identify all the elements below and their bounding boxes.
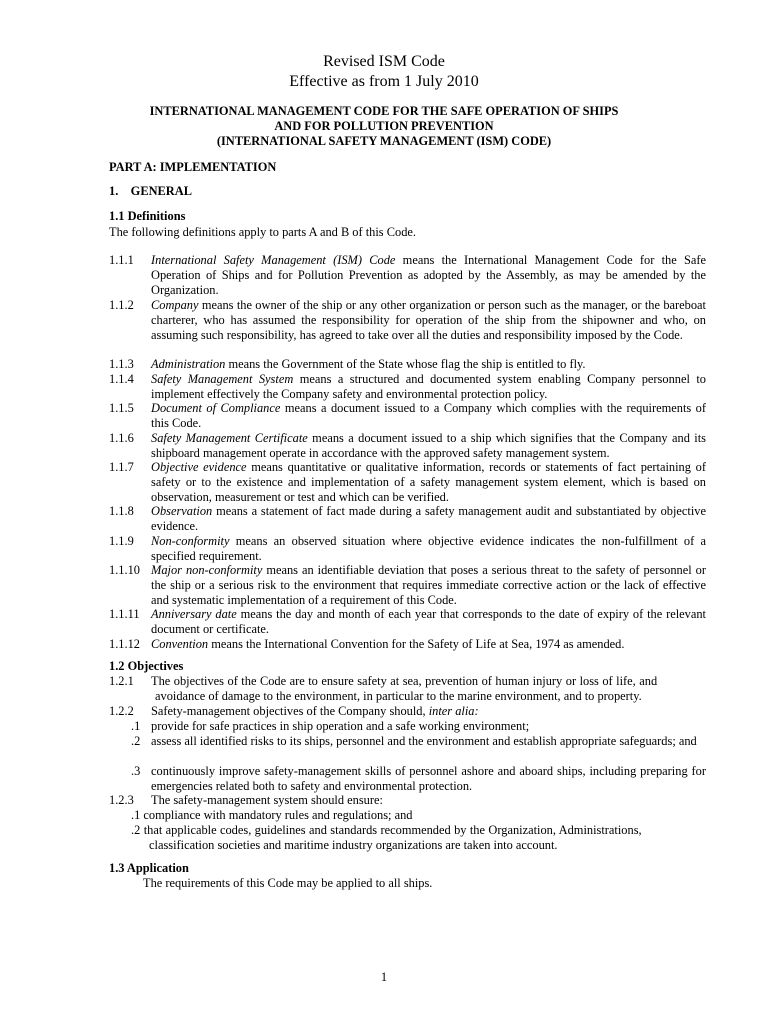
definition-number: 1.1.12: [109, 637, 140, 651]
definition-term: Anniversary date: [151, 607, 237, 621]
paragraph-number: 1.2.3: [109, 793, 134, 807]
definition-text: means a document issued to a ship which signifies that the Company and its shipboard management operate in accordance with the approved safety management system.: [151, 431, 707, 460]
definition-item: [109, 298, 706, 342]
definition-term: Major non-conformity: [151, 563, 263, 577]
effective-date: Effective as from 1 July 2010: [289, 73, 479, 90]
sub-item-text: provide for safe practices in ship operation and a safe working environment;: [151, 719, 530, 733]
definition-text: means a statement of fact made during a safety management audit and substantiated by objective evidence.: [151, 504, 706, 533]
definition-text: means the International Convention for the Safety of Life at Sea, 1974 as amended.: [208, 637, 625, 651]
document-title: Revised ISM Code: [323, 53, 445, 70]
code-heading-line-3: (INTERNATIONAL SAFETY MANAGEMENT (ISM) CODE): [216, 134, 552, 148]
definition-text: means the Government of the State whose flag the ship is entitled to fly.: [225, 357, 586, 371]
general-heading: 1. GENERAL: [109, 184, 192, 198]
objectives-paragraph-line: avoidance of damage to the environment, in particular to the marine environment, and to property.: [155, 689, 642, 703]
definition-number: 1.1.1: [109, 253, 134, 267]
definition-number: 1.1.8: [109, 504, 134, 518]
sub-item-number: .3: [131, 764, 141, 778]
definition-text: means the International Management Code for the Safe Operation of Ships and for Pollution Prevention as adopted by the Assembly, as may be amended by the Organization.: [151, 253, 706, 297]
definition-text: means the day and month of each year that corresponds to the date of expiry of the relevant document or certificate.: [151, 607, 707, 636]
definition-term: Document of Compliance: [151, 401, 281, 415]
definition-item: [109, 607, 706, 637]
inter-alia: inter alia:: [428, 704, 479, 718]
definition-number: 1.1.3: [109, 357, 134, 371]
definition-number: 1.1.5: [109, 401, 134, 415]
definition-item: [109, 534, 706, 564]
code-heading-line-2: AND FOR POLLUTION PREVENTION: [274, 119, 494, 133]
sms-ensure-intro: The safety-management system should ensure:: [151, 793, 383, 807]
objectives-paragraph-line: The objectives of the Code are to ensure safety at sea, prevention of human injury or loss of life, and: [151, 674, 658, 688]
application-text: The requirements of this Code may be applied to all ships.: [143, 876, 433, 890]
definition-item: [109, 460, 706, 504]
sub-item-text: assess all identified risks to its ships, personnel and the environment and establish appropriate safeguards; and: [151, 734, 697, 748]
definition-item: [109, 401, 706, 431]
definition-term: International Safety Management (ISM) Code: [151, 253, 396, 267]
definition-number: 1.1.10: [109, 563, 140, 577]
definition-term: Safety Management System: [151, 372, 294, 386]
sub-item-number: .1: [131, 719, 141, 733]
sub-item-text: continuously improve safety-management skills of personnel ashore and aboard ships, including preparing for emergencies related both to safety and environmental protection.: [151, 764, 706, 793]
definition-text: means an observed situation where objective evidence indicates the non-fulfillment of a specified requirement.: [151, 534, 706, 563]
definition-term: Company: [151, 298, 199, 312]
paragraph-number: 1.2.2: [109, 704, 134, 718]
definition-text: means the owner of the ship or any other organization or person such as the manager, or the bareboat charterer, who has assumed the responsibility for operation of the ship from the shipowner and who, on assuming such responsibility, has agreed to take over all the duties and responsibility imposed by the Code.: [151, 298, 706, 342]
definition-number: 1.1.6: [109, 431, 134, 445]
definition-term: Objective evidence: [151, 460, 247, 474]
definitions-intro: The following definitions apply to parts A and B of this Code.: [109, 225, 416, 239]
definition-text: means quantitative or qualitative information, records or statements of fact pertaining of safety or to the existence and implementation of a safety management system element, which is based on observation, measurement or test and which can be verified.: [151, 460, 706, 504]
page-number: 1: [380, 970, 388, 984]
definition-text: means an identifiable deviation that poses a serious threat to the safety of personnel or the ship or a serious risk to the environment that requires immediate corrective action or the lack of effective and systematic implementation of a requirement of this Code.: [151, 563, 706, 607]
definition-term: Observation: [151, 504, 213, 518]
objectives-heading: 1.2 Objectives: [109, 659, 184, 673]
definition-item: [109, 504, 706, 534]
definition-item: [109, 357, 706, 372]
definition-number: 1.1.7: [109, 460, 134, 474]
definition-term: Safety Management Certificate: [151, 431, 308, 445]
definition-text: means a document issued to a Company which complies with the requirements of this Code.: [151, 401, 707, 430]
definition-number: 1.1.9: [109, 534, 134, 548]
sms-ensure-item: .2 that applicable codes, guidelines and standards recommended by the Organization, Administrations,: [131, 823, 642, 837]
sub-item-number: .2: [131, 734, 141, 748]
code-heading-line-1: INTERNATIONAL MANAGEMENT CODE FOR THE SAFE OPERATION OF SHIPS: [149, 104, 619, 118]
definition-item: [109, 253, 706, 297]
definition-text: means a structured and documented system enabling Company personnel to implement effectively the Company safety and environmental protection policy.: [151, 372, 706, 401]
definition-item: [109, 563, 706, 607]
definition-number: 1.1.2: [109, 298, 134, 312]
definition-number: 1.1.11: [109, 607, 140, 621]
definition-number: 1.1.4: [109, 372, 134, 386]
paragraph-number: 1.2.1: [109, 674, 134, 688]
definitions-heading: 1.1 Definitions: [109, 209, 186, 223]
safety-objectives-text: Safety-management objectives of the Company should,: [151, 704, 429, 718]
definition-item: [109, 372, 706, 402]
definition-term: Non-conformity: [151, 534, 230, 548]
sms-ensure-item: .1 compliance with mandatory rules and regulations; and: [131, 808, 413, 822]
part-a-heading: PART A: IMPLEMENTATION: [109, 160, 277, 174]
definition-item: [109, 431, 706, 461]
definition-term: Convention: [151, 637, 209, 651]
application-heading: 1.3 Application: [109, 861, 189, 875]
definition-term: Administration: [151, 357, 226, 371]
safety-objectives-intro: [151, 704, 479, 719]
sms-ensure-item-continued: classification societies and maritime industry organizations are taken into account.: [149, 838, 558, 852]
definition-item: [109, 637, 706, 652]
